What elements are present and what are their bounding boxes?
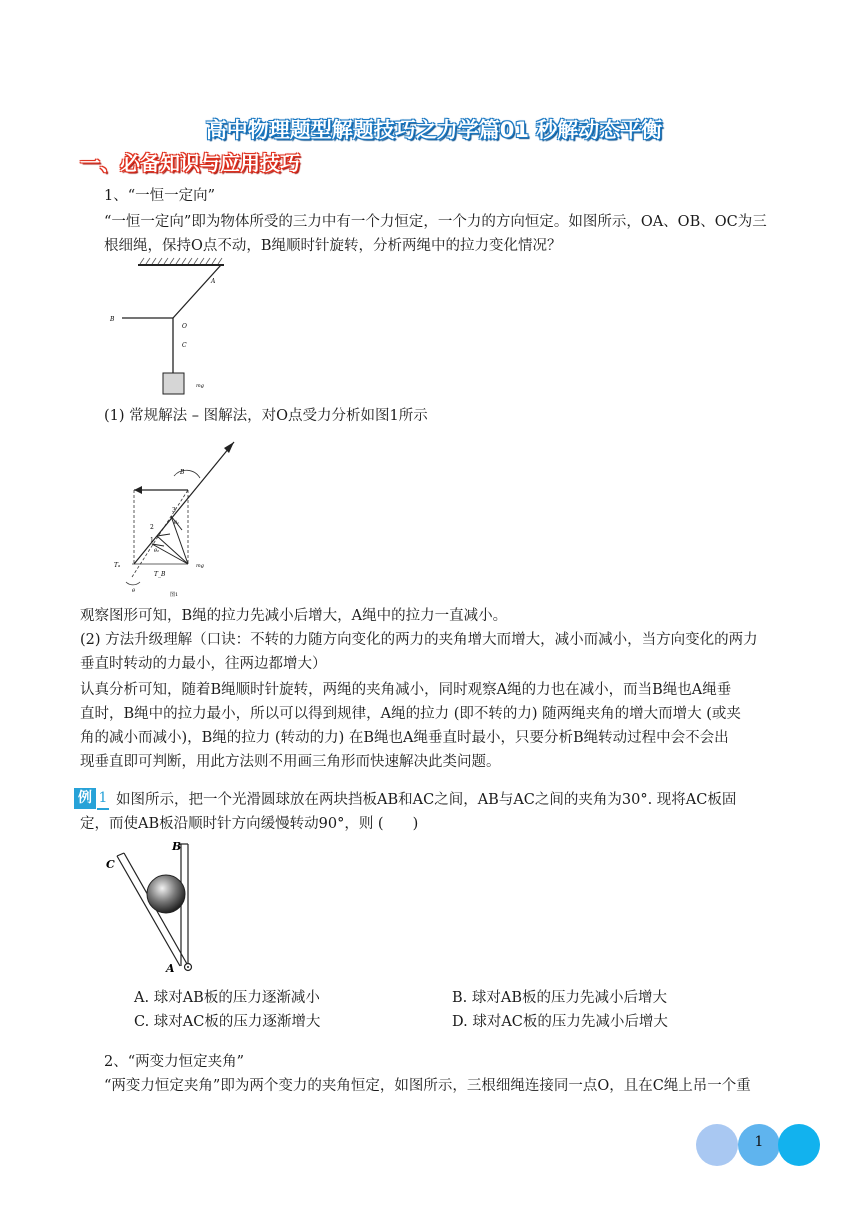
label-mg: mg: [196, 383, 204, 389]
arrow-2: [152, 544, 188, 564]
page-circle-3: [778, 1124, 820, 1166]
angle-arc-top: [174, 470, 200, 478]
angle-arc-bottom: [126, 582, 140, 585]
ceiling-hatch: [140, 258, 222, 264]
label-b: B: [172, 840, 182, 853]
item1-heading: 1、“一恒一定向”: [104, 188, 216, 204]
ball: [147, 875, 185, 913]
label-theta2: θ₂: [154, 548, 160, 554]
label-3: 3: [172, 507, 176, 514]
label-tb: T_B: [154, 571, 166, 578]
rope-a: [173, 265, 221, 318]
label-ta: Tₐ: [114, 562, 121, 569]
example-stem-line2: 定，而使AB板沿顺时针方向缓慢转动90°，则 ( ): [80, 816, 419, 832]
item1-intro-line2: 根细绳，保持O点不动，B绳顺时针旋转，分析两绳中的拉力变化情况？: [104, 238, 562, 254]
label-a: A: [166, 962, 175, 975]
example-badge: [74, 788, 110, 810]
example-badge-number: 1: [97, 788, 109, 810]
label-2: 2: [150, 524, 154, 531]
method1-text: (1) 常规解法 – 图解法，对O点受力分析如图1所示: [104, 408, 428, 424]
item2-heading: 2、“两变力恒定夹角”: [104, 1054, 245, 1070]
label-1: 1: [150, 537, 154, 544]
method2-line1: (2) 方法升级理解（口诀：不转的力随方向变化的两力的夹角增大而增大，减小而减小，当方向变化的两力: [80, 632, 758, 648]
page-circle-1: [696, 1124, 738, 1166]
label-b: B: [180, 469, 185, 476]
label-c: C: [106, 858, 115, 871]
hanging-block: [163, 373, 184, 394]
method2-line2: 垂直时转动的力最小，往两边都增大）: [80, 656, 327, 672]
label-c: C: [182, 342, 187, 349]
example-stem-line1: 如图所示，把一个光滑圆球放在两块挡板AB和AC之间，AB与AC之间的夹角为30°. 现将AC板固: [116, 792, 737, 808]
item1-intro-line1: “一恒一定向”即为物体所受的三力中有一个力恒定，一个力的方向恒定。如图所示，OA、OB、OC为三: [104, 214, 767, 230]
label-o: O: [182, 323, 187, 330]
option-a: A. 球对AB板的压力逐渐减小: [134, 990, 320, 1006]
item2-intro-line1: “两变力恒定夹角”即为两个变力的夹角恒定，如图所示，三根细绳连接同一点O，且在C绳上吊一个重: [104, 1078, 751, 1094]
observe-text: 观察图形可知，B绳的拉力先减小后增大，A绳中的拉力一直减小。: [80, 608, 508, 624]
page-number: 1: [754, 1134, 764, 1150]
force-diagram: [112, 432, 242, 600]
option-c: C. 球对AC板的压力逐渐增大: [134, 1014, 321, 1030]
option-b: B. 球对AB板的压力先减小后增大: [452, 990, 667, 1006]
label-mg: mg: [196, 563, 204, 569]
label-b: B: [110, 316, 115, 323]
page-title: 高中物理题型解题技巧之力学篇01 秒解动态平衡: [205, 118, 663, 142]
analysis-line1: 认真分析可知，随着B绳顺时针旋转，两绳的夹角减小，同时观察A绳的力也在减小，而当B绳也A绳垂: [80, 682, 732, 698]
label-theta1: θ₁: [174, 520, 180, 526]
figure-caption: 图1: [170, 592, 179, 598]
analysis-line4: 现垂直即可判断，用此方法则不用画三角形而快速解决此类问题。: [80, 754, 501, 770]
ball-plate-diagram: [104, 838, 214, 978]
arrow-top-head: [134, 486, 142, 494]
option-d: D. 球对AC板的压力先减小后增大: [452, 1014, 668, 1030]
label-a: A: [211, 278, 216, 285]
analysis-line3: 角的减小而减小)，B绳的拉力 (转动的力) 在B绳也A绳垂直时最小，只要分析B绳转动过程中会不会出: [80, 730, 729, 746]
example-badge-label: 例: [74, 788, 96, 809]
rope-diagram: [104, 255, 224, 400]
arrow-b: [134, 442, 234, 564]
analysis-line2: 直时，B绳中的拉力最小，所以可以得到规律，A绳的拉力 (即不转的力) 随两绳夹角的增大而增大 (或夹: [80, 706, 741, 722]
label-theta: θ: [132, 588, 136, 594]
arrow-b-head: [224, 442, 234, 453]
section-heading: 一、必备知识与应用技巧: [80, 151, 300, 175]
